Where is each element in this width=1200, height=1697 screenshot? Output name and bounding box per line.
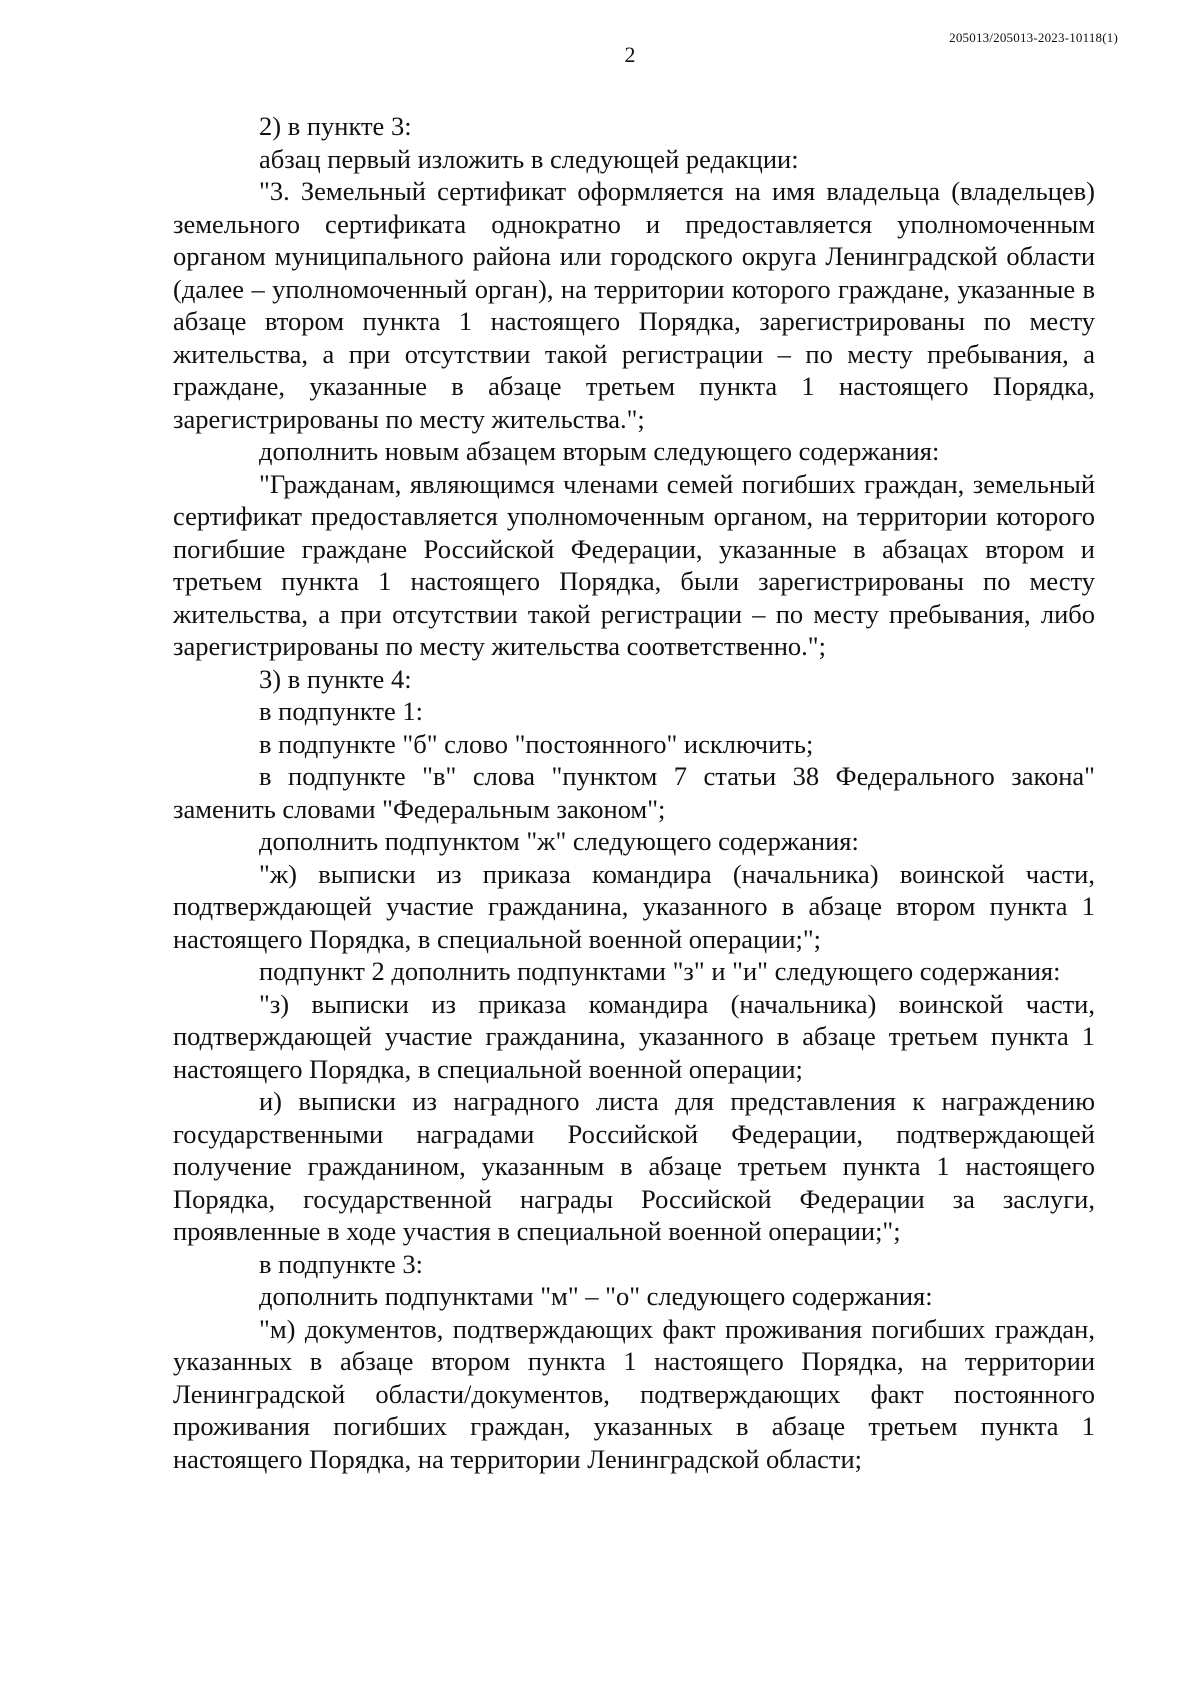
paragraph-family-members: "Гражданам, являющимся членами семей погибших граждан, земельный сертификат предоставляется уполномоченным органом, на территории которого погибшие граждане Российской Федерации, указанные в абзацах втором и третьем пункта 1 настоящего Порядка, были зарегистрированы по месту жительства, а при отсутствии такой регистрации – по месту пребывания, либо зарегистрированы по месту жительства соответственно."; (173, 468, 1095, 661)
paragraph-zh-text: "ж) выписки из приказа командира (начальника) воинской части, подтверждающей участие гражданина, указанного в абзаце втором пункта 1 настоящего Порядка, в специальной военной операции;"; (173, 858, 1095, 954)
paragraph-m-text: "м) документов, подтверждающих факт проживания погибших граждан, указанных в абзаце втором пункта 1 настоящего Порядка, на территории Ленинградской области/документов, подтверждающих факт постоянного проживания погибших граждан, указанных в абзаце третьем пункта 1 настоящего Порядка, на территории Ленинградской области; (173, 1313, 1095, 1474)
paragraph-z-text: "з) выписки из приказа командира (начальника) воинской части, подтверждающей участие гражданина, указанного в абзаце третьем пункта 1 настоящего Порядка, в специальной военной операции; (173, 988, 1095, 1084)
document-body (173, 110, 1095, 1475)
paragraph-add-second-abzac: дополнить новым абзацем вторым следующего содержания: (259, 436, 940, 466)
paragraph-item-3: 3) в пункте 4: (259, 663, 412, 694)
paragraph-i-text: и) выписки из наградного листа для представления к награждению государственными наградами Российской Федерации, подтверждающей получение гражданином, указанным в абзаце третьем пункта 1 настоящего Порядка, государственной награды Российской Федерации за заслуги, проявленные в ходе участия в специальной военной операции;"; (173, 1086, 1095, 1246)
page-number: 2 (624, 42, 636, 67)
paragraph-subpoint-b: в подпункте "б" слово "постоянного" исключить; (259, 728, 814, 759)
document-id: 205013/205013-2023-10118(1) (949, 30, 1118, 45)
paragraph-first-abzac: абзац первый изложить в следующей редакции: (259, 143, 799, 174)
paragraph-item-2: 2) в пункте 3: (259, 111, 412, 141)
paragraph-add-zh: дополнить подпунктом "ж" следующего содержания: (259, 826, 859, 856)
paragraph-subpoint-v: в подпункте "в" слова "пунктом 7 статьи 38 Федерального закона" заменить словами "Федеральным законом"; (173, 761, 1095, 824)
paragraph-subpoint-3: в подпункте 3: (259, 1248, 424, 1279)
paragraph-subpoint-2: подпункт 2 дополнить подпунктами "з" и "и" следующего содержания: (259, 956, 1061, 986)
paragraph-point-3-text: "3. Земельный сертификат оформляется на имя владельца (владельцев) земельного сертификата однократно и предоставляется уполномоченным органом муниципального района или городского округа Ленинградской области (далее – уполномоченный орган), на территории которого граждане, указанные в абзаце втором пункта 1 настоящего Порядка, зарегистрированы по месту жительства, а при отсутствии такой регистрации – по месту пребывания, а граждане, указанные в абзаце третьем пункта 1 настоящего Порядка, зарегистрированы по месту жительства."; (173, 176, 1095, 434)
paragraph-add-m-o: дополнить подпунктами "м" – "о" следующего содержания: (259, 1281, 933, 1311)
paragraph-subpoint-1: в подпункте 1: (259, 696, 424, 726)
